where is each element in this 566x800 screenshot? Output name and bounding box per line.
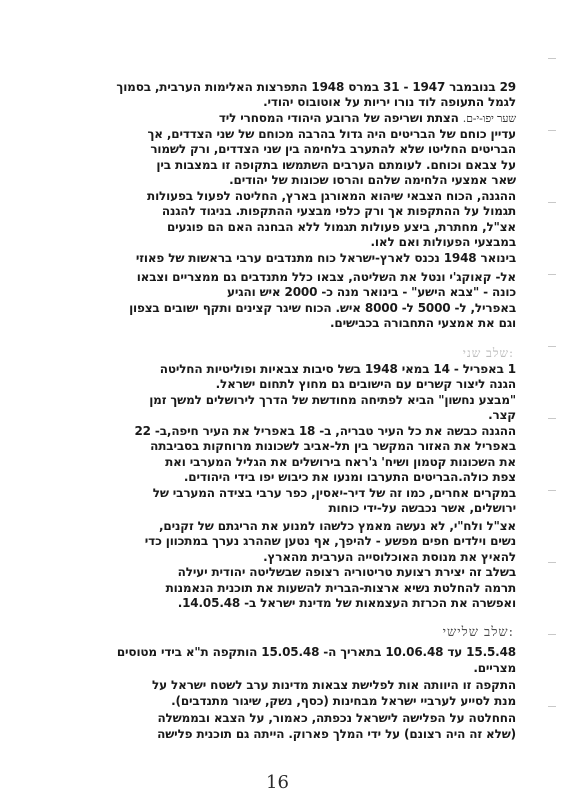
text-line: ואפשרה את הכרזת העצמאות של מדינת ישראל ב- 14.05.48.	[177, 596, 516, 610]
text-line: במבצעי הפעולות ואם לאו.	[370, 235, 516, 249]
text-line: החחלטה על הפלישה לישראל נכפתה, כאמור, על הצבא ובממשלה	[157, 711, 516, 725]
margin-tick	[548, 562, 556, 563]
margin-tick	[548, 418, 556, 419]
text-line: "מבצע נחשון" הביא לפתיחה מחודשת של הדרך לירושלים למשך זמן	[149, 393, 516, 407]
text-line: בינואר 1948 נכנס לארץ-ישראל כוח מתנדבים ערבי בראשות של פאוזי	[135, 251, 516, 265]
margin-tick	[548, 130, 556, 131]
text-line: קצר.	[488, 408, 516, 422]
page-number: 16	[266, 772, 289, 793]
text-line: במקרים אחרים, כמו זה של דיר-יאסין, כפר ערבי בצידה המערבי של	[152, 486, 516, 500]
margin-tick	[548, 706, 556, 707]
text-line: כונה - "צבא הישע" - בינואר מנה כ- 2000 איש והגיע	[227, 285, 516, 299]
text-fragment: הצתת ושריפה של הרובע היהודי המסחרי ליד	[218, 111, 459, 125]
text-line: ההגנה, הכוח הצבאי שיהוא המאורגן בארץ, החליטה לפעול בפעולות	[147, 189, 516, 203]
text-line: הגנה ליצור קשרים עם הישובים גם מחוץ לתחום ישראל.	[215, 377, 516, 391]
text-line: להאיץ את מנוסת האוכלוסייה הערבית מהארץ.	[263, 550, 516, 564]
text-line: 29 בנובמבר 1947 - 31 במרס 1948 התפרצות האלימות הערבית, בסמוך	[116, 80, 516, 94]
text-line: את השכונות קטמון ושיח' ג'ראח בירושלים את הגליל המערבי ואת	[165, 455, 516, 469]
section-1	[90, 80, 516, 330]
text-line: אצ"ל, מחתרת, ביצע פעולות תגמול ללא הבחנה האם הם פוגעים	[166, 220, 516, 234]
text-line: אצ"ל ולח"י, לא נעשה מאמץ כלשהו למנוע את הריגתם של זקנים,	[159, 519, 516, 533]
text-line: נשים וילדים חפים מפשע - להיפך, אף נטען שההרג נערך במתכוון כדי	[144, 534, 516, 548]
section-2	[90, 362, 516, 612]
text-line: על צבאם וכוחם. לעומתם הערבים השתמשו בתקופה זו במצבות בין	[156, 158, 516, 172]
text-line: בשלב זה יצירת רצועת טריטוריה רצופה שבשליטה יהודית יעילה	[177, 565, 516, 579]
margin-tick	[548, 58, 556, 59]
text-line: צפת כולה.הבריטים התערבו ומנעו את כיבוש יפו בידי היהודים.	[183, 470, 516, 484]
text-line	[219, 111, 516, 126]
section-3	[90, 645, 516, 745]
text-line: עדיין כוחם של הבריטים היה גדול בהרבה מכוחם של שני הצדדים, אך	[147, 127, 516, 141]
text-line: 15.5.48 עד 10.06.48 בתאריך ה- 15.05.48 הותקפה ת"א בידי מטוסים	[116, 645, 516, 659]
text-line: שאר אמצעי הלחימה שלהם והרסו שכונות של יהודים.	[229, 173, 516, 187]
text-line: תגמול על ההתקפות אך ורק כלפי מבצעי ההתקפות. בניגוד להגנה	[161, 204, 516, 218]
text-line: תרמה להחלטת נשיא ארצות-הברית להשעות את תוכנית הנאמנות	[165, 581, 516, 595]
text-line: ההגנה כבשה את כל העיר טבריה, ב- 18 באפריל את העיר חיפה,ב- 22	[134, 424, 516, 438]
text-line: מנת לסייע לערביי ישראל מבחינות (כסף, נשק, שיגור מתנדבים).	[171, 694, 516, 708]
margin-tick	[548, 634, 556, 635]
margin-tick	[548, 202, 556, 203]
text-line: הבריטים החליטו שלא להתערב בלחימה בין שני הצדדים, ורק לשמור	[150, 142, 516, 156]
text-line: ירושלים, אשר נכבשה על-ידי כוחות	[328, 501, 516, 515]
text-line: לגמל התעופה לוד נורו יריות על אוטובוס יהודי.	[263, 95, 516, 109]
text-line: אל- קאוקג'י ונטל את השליטה, צבאו כלל מתנדבים גם ממצריים וצבאו	[136, 270, 516, 284]
text-line: וגם את אמצעי התחבורה בכבישים.	[329, 316, 516, 330]
text-line: באפריל את האזור המקשר בין תל-אביב לשכונות מרוחקות בסביבתה	[150, 439, 516, 453]
margin-tick	[548, 274, 556, 275]
section-3-heading: שלב שלישי:	[442, 625, 514, 640]
margin-tick	[548, 346, 556, 347]
text-line: 1 באפריל - 14 במאי 1948 בשל סיבות צבאיות ופוליטיות החליטה	[159, 362, 516, 376]
section-2-heading: שלב שני:	[462, 346, 514, 360]
handwritten-note: שער יפו-י-ם.	[462, 112, 516, 125]
text-line: באפריל, ל- 5000 ל- 8000 איש. הכוח שיגר קצינים ותקף ישובים בצפון	[129, 301, 516, 315]
text-line: מצריים.	[473, 661, 516, 675]
text-line: (שלא זה היה רצונם) על ידי המלך פארוק. הייתה גם תוכנית פלישה	[157, 727, 516, 741]
margin-tick	[548, 490, 556, 491]
text-line: התקפה זו היוותה אות לפלישת צבאות מדינות ערב לשטח ישראל על	[152, 678, 516, 692]
